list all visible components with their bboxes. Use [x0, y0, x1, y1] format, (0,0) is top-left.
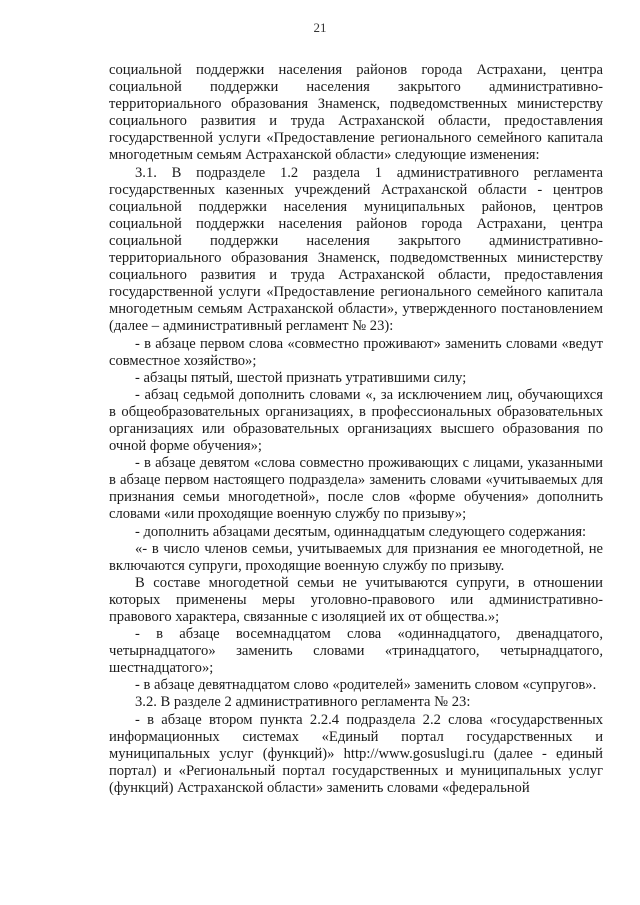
paragraph: - дополнить абзацами десятым, одиннадцатым следующего содержания:	[135, 523, 587, 540]
page-number: 21	[313, 20, 327, 35]
paragraph: В составе многодетной семьи не учитываются супруги, в отношении которых применены меры уголовно-правового или административно-правового характера, связанные с изоляцией их от общества.»;	[109, 574, 603, 625]
paragraph: - в абзаце девятом «слова совместно проживающих с лицами, указанными в абзаце первом настоящего подраздела» заменить словами «учитываемых для признания семьи многодетной», после слов «форме обучения» дополнить словами «или проходящие военную службу по призыву»;	[109, 455, 603, 523]
paragraph: - в абзаце первом слова «совместно проживают» заменить словами «ведут совместное хозяйство»;	[109, 335, 603, 369]
paragraph: - в абзаце втором пункта 2.2.4 подраздела 2.2 слова «государственных информационных системах «Единый портал государственных и муниципальных услуг (функций)» http://www.gosuslugi.ru (далее - единый портал) и «Региональный портал государственных и муниципальных услуг (функций) Астраханской области» заменить словами «федеральной	[109, 711, 603, 796]
paragraph: «- в число членов семьи, учитываемых для признания ее многодетной, не включаются супруги, проходящие военную службу по призыву.	[109, 540, 603, 574]
paragraph: - абзац седьмой дополнить словами «, за исключением лиц, обучающихся в общеобразовательных организациях, в профессиональных образовательных организациях или образовательных организациях высшего образования по очной форме обучения»;	[109, 386, 603, 455]
paragraph: 3.2. В разделе 2 административного регламента № 23:	[135, 694, 471, 711]
paragraph: 3.1. В подразделе 1.2 раздела 1 административного регламента государственных казенных учреждений Астраханской области - центров социальной поддержки населения муниципальных районов, центров социальной поддержки населения районов города Астрахани, центра социальной поддержки населения закрытого административно-территориального образования Знаменск, подведомственных министерству социального развития и труда Астраханской области, предоставления государственной услуги «Предоставление регионального семейного капитала многодетным семьям Астраханской области», утвержденного постановлением (далее – административный регламент № 23):	[109, 164, 603, 335]
document-body	[109, 62, 603, 797]
paragraph: социальной поддержки населения районов города Астрахани, центра социальной поддержки населения закрытого административно-территориального образования Знаменск, подведомственных министерству социального развития и труда Астраханской области, предоставления государственной услуги «Предоставление регионального семейного капитала многодетным семьям Астраханской области» следующие изменения:	[109, 62, 603, 164]
paragraph: - абзацы пятый, шестой признать утратившими силу;	[135, 369, 467, 386]
paragraph: - в абзаце девятнадцатом слово «родителей» заменить словом «супругов».	[135, 677, 597, 694]
paragraph: - в абзаце восемнадцатом слова «одиннадцатого, двенадцатого, четырнадцатого» заменить словами «тринадцатого, четырнадцатого, шестнадцатого»;	[109, 626, 603, 677]
